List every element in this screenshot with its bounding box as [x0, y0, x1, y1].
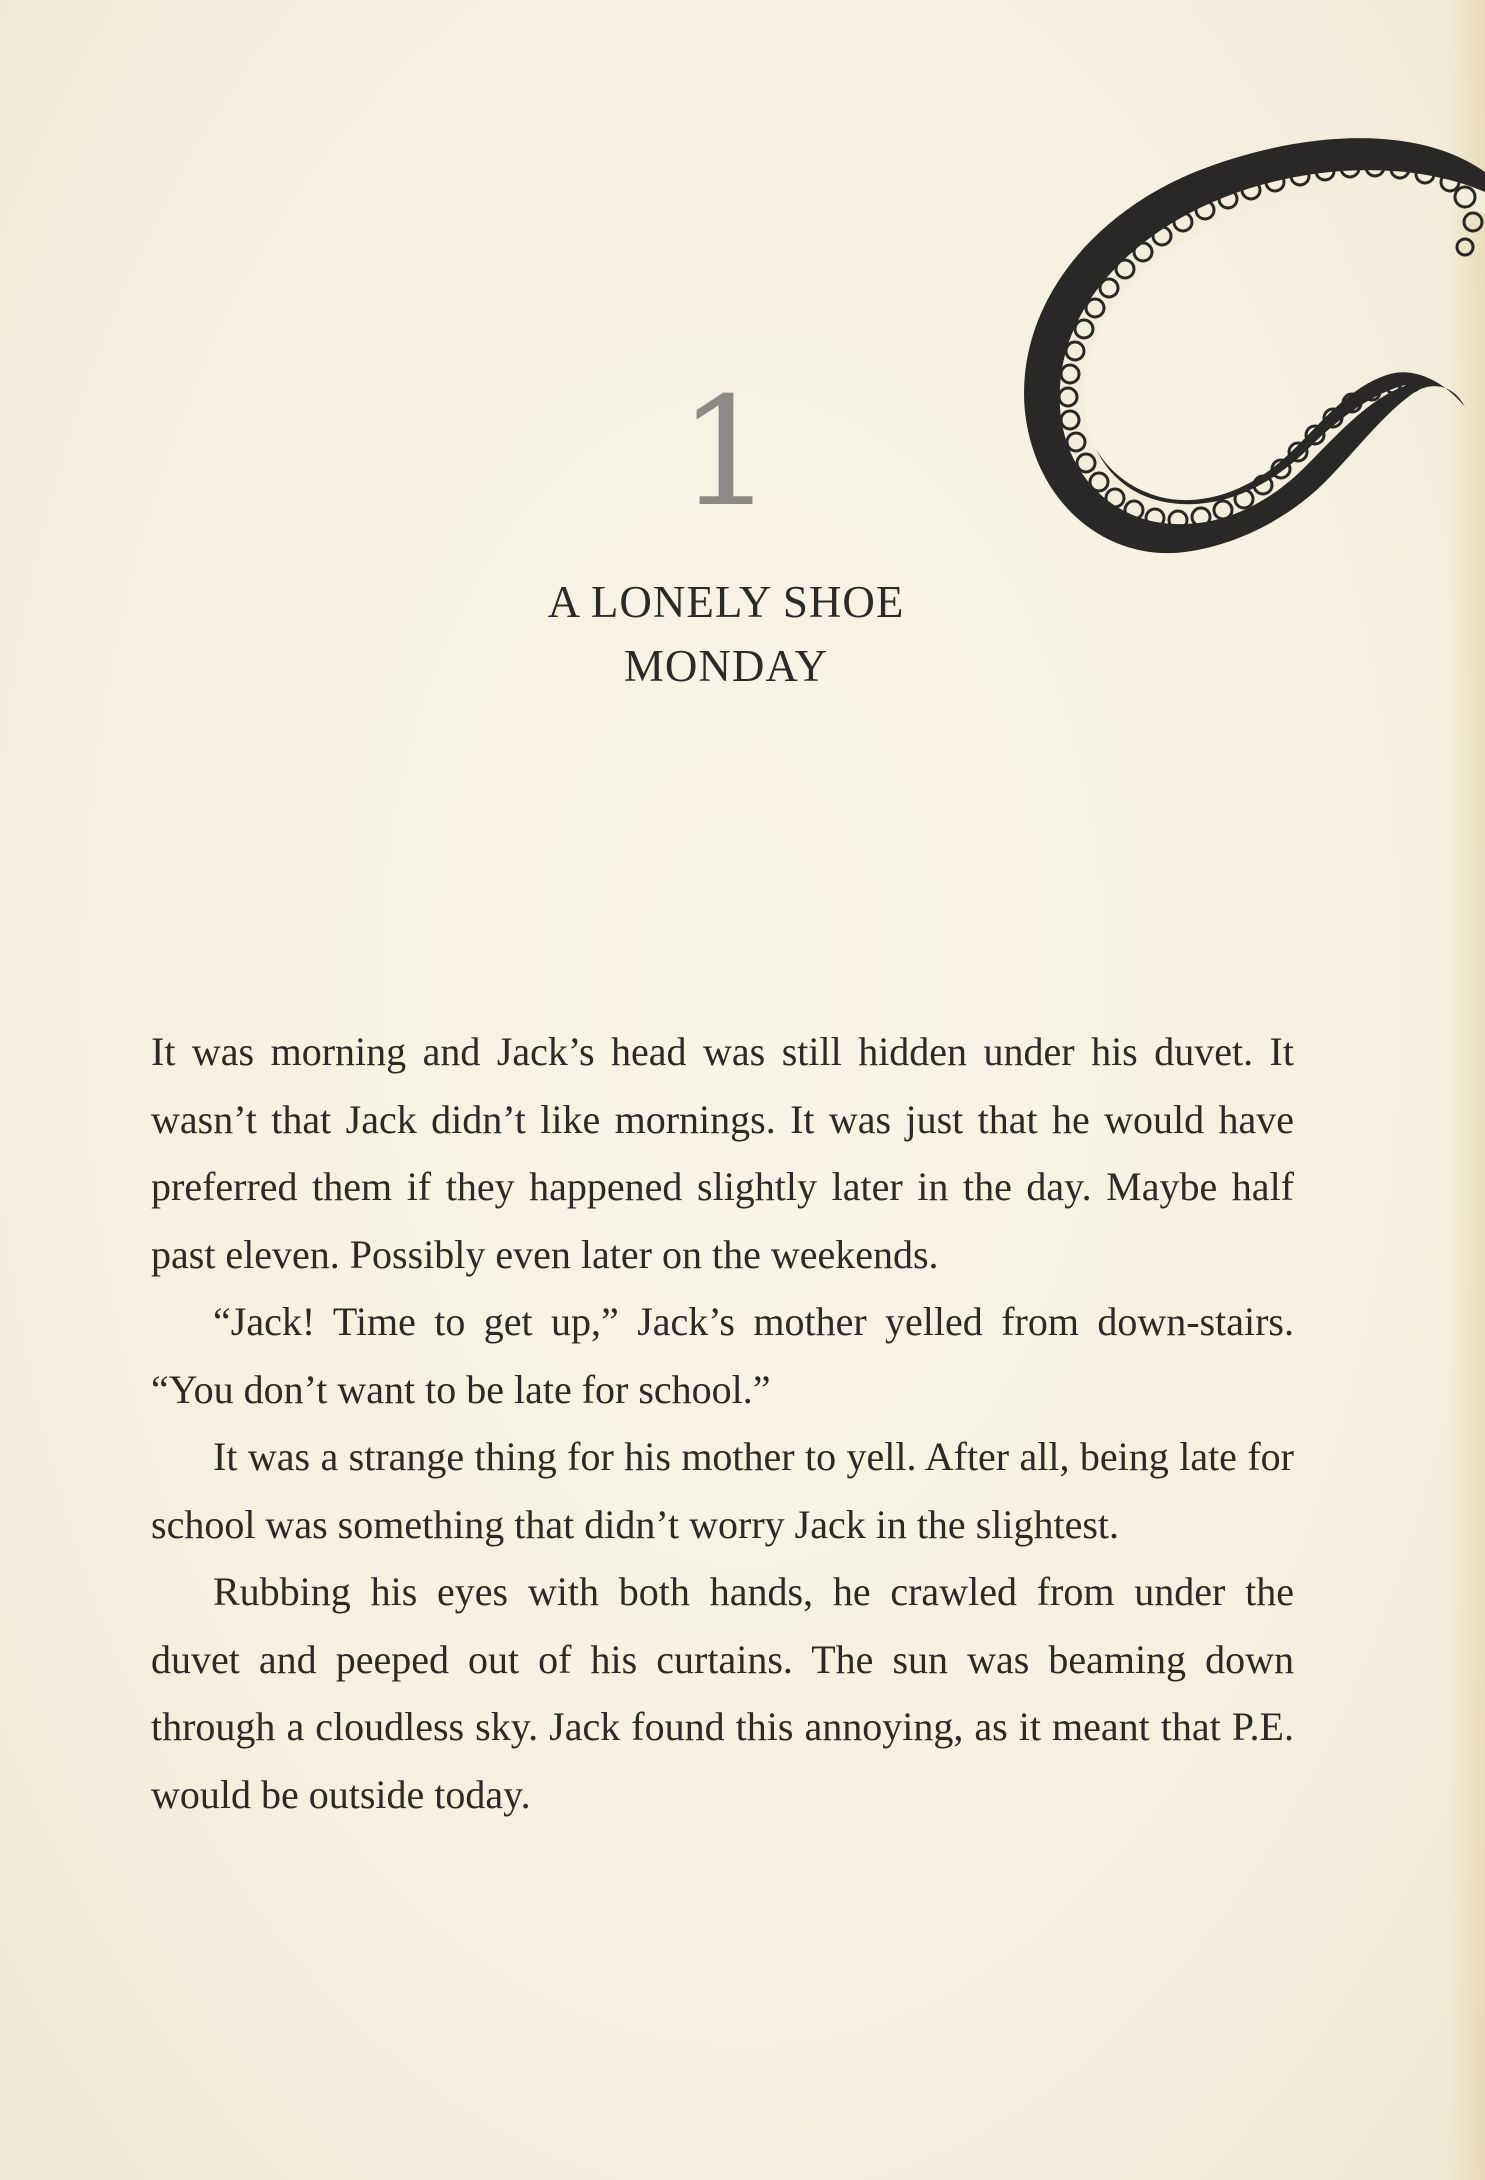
chapter-number: 1: [678, 366, 774, 540]
paragraph-2: “Jack! Time to get up,” Jack’s mother yelled from down-stairs. “You don’t want to be late for school.”: [151, 1299, 1294, 1412]
chapter-title-line-1: A LONELY SHOE: [547, 577, 905, 627]
paragraph-1: It was morning and Jack’s head was still hidden under his duvet. It wasn’t that Jack didn’t like mornings. It was just that he would have preferred them if they happened slightly later in the day. Maybe half past eleven. Possibly even later on the weekends.: [151, 1029, 1294, 1277]
chapter-title: [0, 570, 1452, 698]
paragraph-4: Rubbing his eyes with both hands, he crawled from under the duvet and peeped out of his curtains. The sun was beaming down through a cloudless sky. Jack found this annoying, as it meant that P.E. would be outside today.: [151, 1569, 1294, 1817]
paragraph-3: It was a strange thing for his mother to yell. After all, being late for school was something that didn’t worry Jack in the slightest.: [151, 1434, 1294, 1547]
chapter-body: [151, 1018, 1294, 1828]
chapter-title-line-2: MONDAY: [623, 641, 829, 691]
